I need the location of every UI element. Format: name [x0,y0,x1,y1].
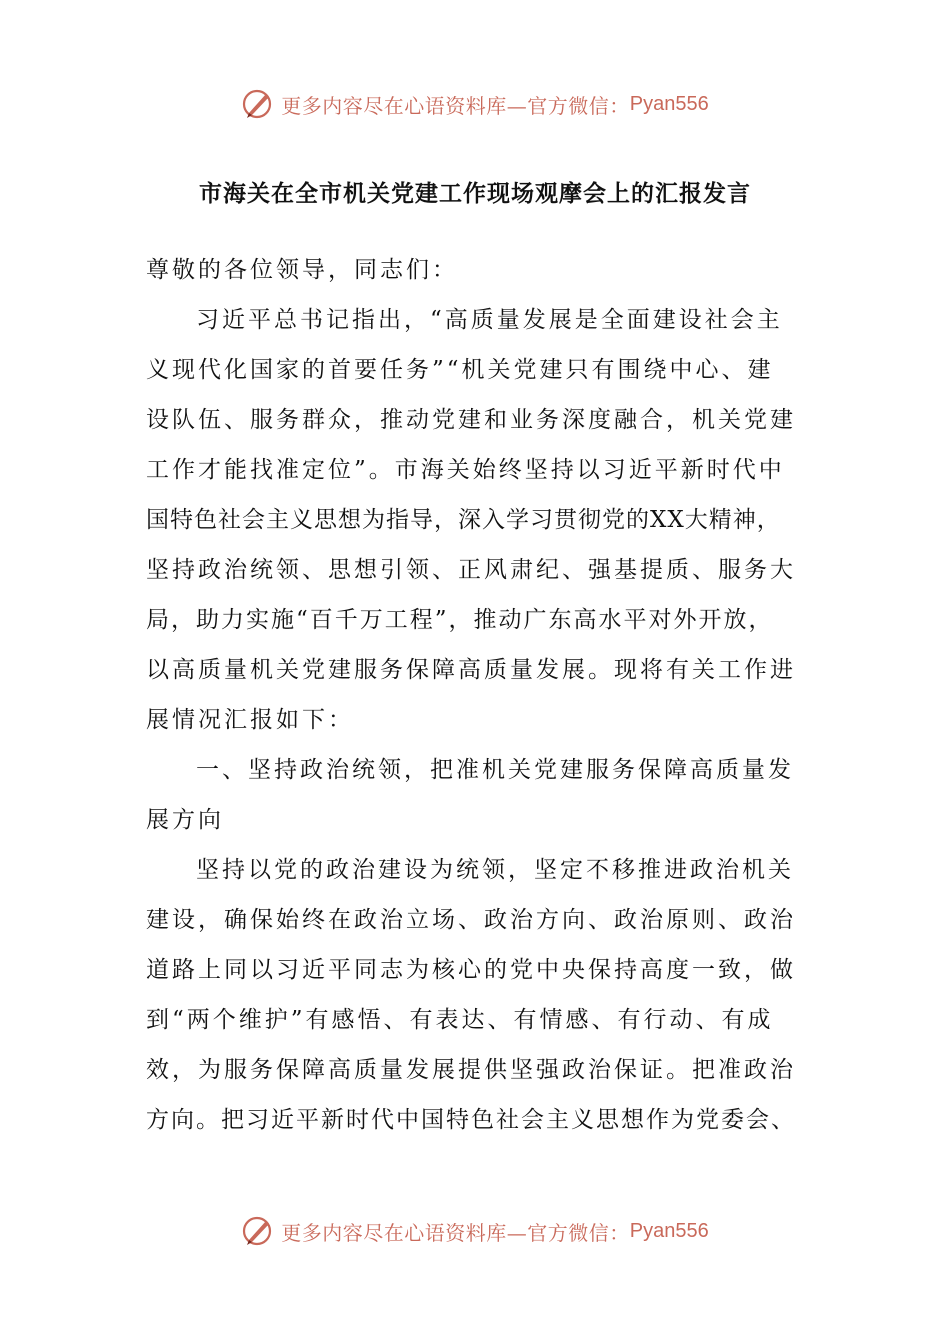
section-heading-line: 展方向 [146,807,224,833]
body-line: 以高质量机关党建服务保障高质量发展。现将有关工作进 [146,657,796,683]
footer-watermark-banner [0,1211,950,1251]
body-line: 坚持政治统领、思想引领、正风肃纪、强基提质、服务大 [146,557,796,583]
banner-wechat-handle: Pyan556 [629,92,709,115]
body-line: 展情况汇报如下： [146,707,354,733]
document-title: 市海关在全市机关党建工作现场观摩会上的汇报发言 [199,181,751,207]
body-line: 设队伍、服务群众，推动党建和业务深度融合，机关党建 [146,407,796,433]
body-line: 国特色社会主义思想为指导，深入学习贯彻党的XX大精神， [146,507,781,533]
body-line: 习近平总书记指出，“高质量发展是全面建设社会主 [196,307,783,333]
body-line: 效，为服务保障高质量发展提供坚强政治保证。把准政治 [146,1057,796,1083]
body-line: 坚持以党的政治建设为统领，坚定不移推进政治机关 [196,857,794,883]
body-line: 到“两个维护”有感悟、有表达、有情感、有行动、有成 [146,1007,774,1033]
section-heading-line: 一、坚持政治统领，把准机关党建服务保障高质量发 [196,757,794,783]
body-line: 局，助力实施“百千万工程”，推动广东高水平对外开放， [146,607,774,633]
salutation-line: 尊敬的各位领导，同志们： [146,257,458,283]
body-line: 工作才能找准定位”。市海关始终坚持以习近平新时代中 [146,457,785,483]
body-line: 义现代化国家的首要任务”“机关党建只有围绕中心、建 [146,357,774,383]
banner-wechat-handle: Pyan556 [629,1219,709,1242]
body-line: 方向。把习近平新时代中国特色社会主义思想作为党委会、 [146,1107,796,1133]
body-line: 道路上同以习近平同志为核心的党中央保持高度一致，做 [146,957,796,983]
pen-logo-icon [241,1214,275,1248]
body-line: 建设，确保始终在政治立场、政治方向、政治原则、政治 [146,907,796,933]
banner-text: 更多内容尽在心语资料库—官方微信： [281,1220,630,1245]
banner-text: 更多内容尽在心语资料库—官方微信： [281,93,630,118]
